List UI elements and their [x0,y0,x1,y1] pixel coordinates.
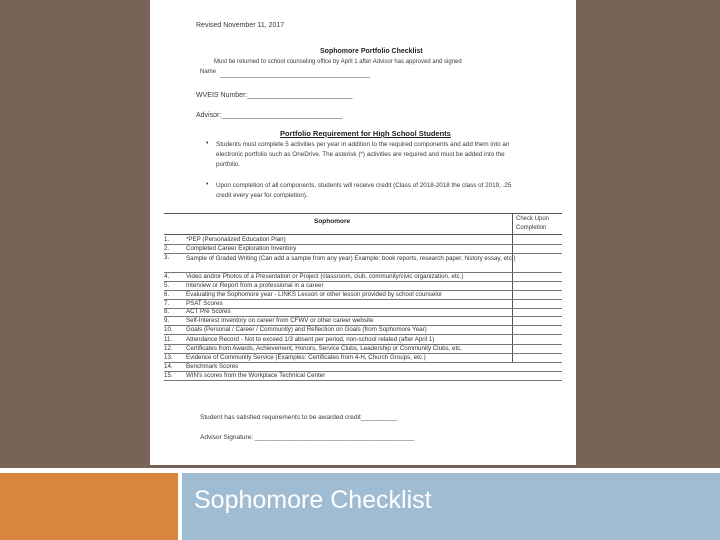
name-underline [220,77,370,78]
row-number: 10. [164,326,173,333]
wveis-label: WVEIS Number:___________________________ [196,92,353,99]
document-image [150,0,576,465]
row-number: 2. [164,245,170,252]
table-row [164,372,562,381]
row-text: Evaluating the Sophomore year - LINKS Lesson or other lesson provided by school counselor [186,291,443,298]
row-number: 15. [164,372,173,379]
table-row [164,236,562,245]
row-text: ACT Pre Scores [186,308,231,315]
table-column-title: Sophomore [314,218,351,225]
table-row [164,345,562,354]
row-number: 4. [164,273,170,280]
row-text: PSAT Scores [186,300,223,307]
table-row [164,326,562,335]
row-text: *PEP (Personalized Education Plan) [186,236,286,243]
row-text: Attendance Record - Not to exceed 1/3 absent per period, non-school related (after April 1) [186,336,435,343]
advisor-signature: Advisor Signature: ____________________________________________ [200,434,414,441]
table-row [164,291,562,300]
table-top-border [164,213,562,214]
row-number: 1. [164,236,170,243]
row-number: 13. [164,354,173,361]
row-text: Evidence of Community Service (Examples: Certificates from 4-H, Church Groups, etc.) [186,354,426,361]
row-text: WIN's scores from the Workplace Technical Center [186,372,326,379]
row-text: Goals (Personal / Career / Community) and Reflection on Goals (from Sophomore Year) [186,326,427,333]
table-row [164,363,562,372]
bullet-marker: • [206,181,209,188]
table-row [164,317,562,326]
row-text: Benchmark Scores [186,363,239,370]
advisor-label: Advisor:_______________________________ [196,112,342,119]
table-row [164,336,562,345]
row-number: 8. [164,308,170,315]
document-title: Sophomore Portfolio Checklist [320,48,423,55]
instruction-text: Must be returned to school counseling office by April 1 after Advisor has approved and signed [214,59,462,65]
row-number: 11. [164,336,173,343]
row-divider [164,380,562,381]
bullet-marker: • [206,140,209,147]
row-number: 14. [164,363,173,370]
accent-bar-orange [0,473,178,540]
table-row [164,308,562,317]
table-row [164,282,562,291]
revised-date: Revised November 11, 2017 [196,22,285,29]
table-header-border [164,234,562,235]
table-row [164,254,562,263]
row-text: Interview or Report from a professional in a career [186,282,324,289]
slide-caption: Sophomore Checklist [194,486,432,514]
table-check-header: Check Upon Completion [516,216,550,231]
row-divider [164,334,562,335]
row-number: 6. [164,291,170,298]
row-number: 12. [164,345,173,352]
table-row [164,245,562,254]
row-text: Sample of Graded Writing (Can add a sample from any year) Example: book reports, research paper, history essay, etc.) [186,255,516,262]
row-text: Completed Career Exploration Inventory [186,245,297,252]
table-row [164,354,562,363]
row-number: 3. [164,254,170,261]
row-text: Certificates from Awards, Achievement, Honors, Service Clubs, Leadership or Community Clubs, etc. [186,345,463,352]
row-text: Self-Interest Inventory on career from CFWV or other career website [186,317,374,324]
row-number: 5. [164,282,170,289]
credit-statement: Student has satisfied requirements to be awarded credit__________ [200,414,397,421]
row-number: 9. [164,317,170,324]
row-number: 7. [164,300,170,307]
name-label: Name [200,69,217,75]
bullet-2: Upon completion of all components, students will receive credit (Class of 2018-2018 the class of 2019, .25 credit every year for completion). [216,182,512,199]
row-text: Video and/or Photos of a Presentation or Project (classroom, club, community/civic organization, etc.) [186,273,464,280]
bullet-1: Students must complete 5 activities per year in addition to the required components and add them into an electronic portfolio such as OneDrive. The asterisk (*) activities are required and must be added into the portfolio. [216,141,510,168]
section-title: Portfolio Requirement for High School Students [280,129,451,138]
table-row [164,273,562,282]
